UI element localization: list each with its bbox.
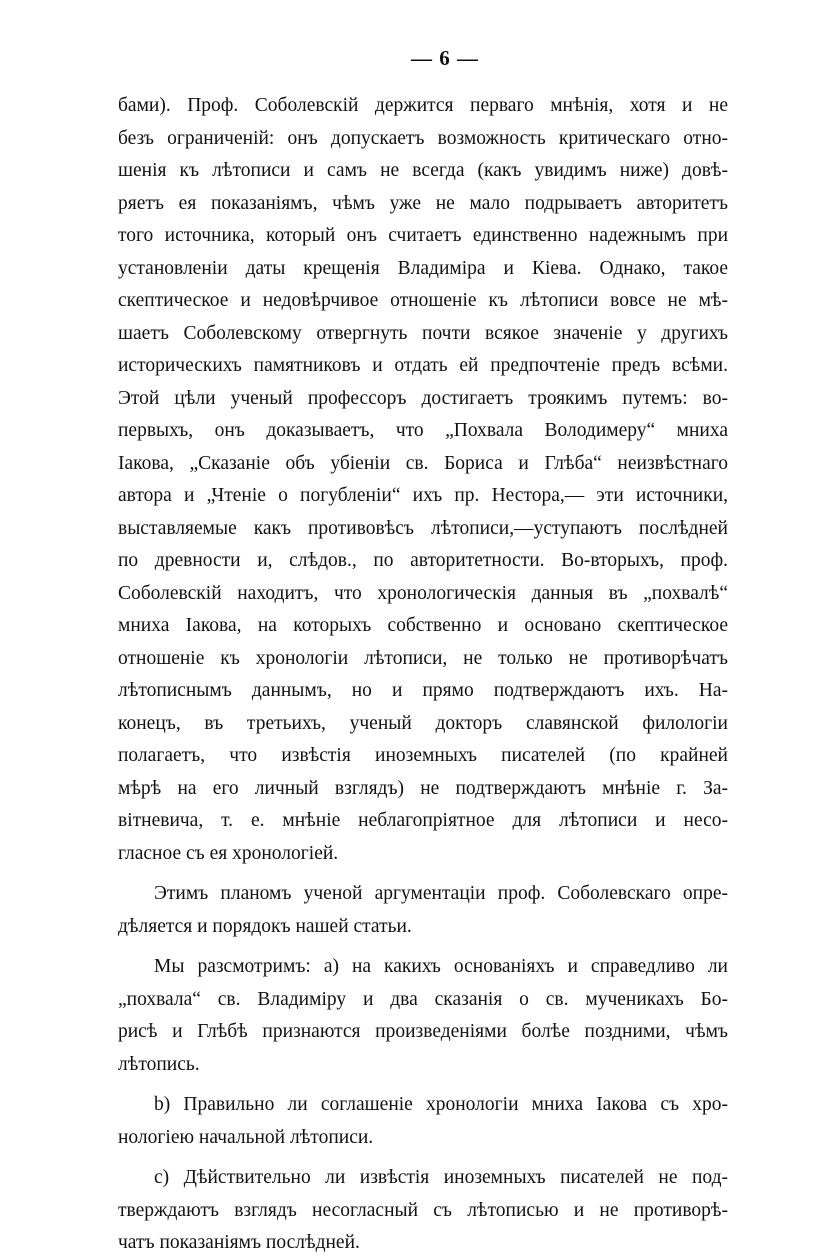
text-line: Этой цѣли ученый профессоръ достигаетъ троякимъ путемъ: во- [118, 387, 728, 409]
text-line: конецъ, въ третьихъ, ученый докторъ славянской филологіи [118, 712, 728, 734]
text-line: автора и „Чтеніе о погубленіи“ ихъ пр. Нестора,— эти источники, [118, 485, 728, 506]
text-line: безъ ограниченій: онъ допускаетъ возможность критическаго отно- [118, 127, 728, 149]
paragraph [118, 951, 728, 1081]
text-line: по древности и, слѣдов., по авторитетности. Во-вторыхъ, проф. [118, 550, 728, 571]
text-line: отношеніе къ хронологіи лѣтописи, не только не противорѣчатъ [118, 647, 728, 669]
text-line: c) Дѣйствительно ли извѣстія иноземныхъ писателей не под- [154, 1167, 728, 1188]
text-line: вітневича, т. е. мнѣніе неблагопріятное для лѣтописи и несо- [118, 810, 728, 831]
text-line: бами). Проф. Соболевскій держится перваго мнѣнія, хотя и не [118, 95, 728, 116]
text-line: Мы разсмотримъ: а) на какихъ основаніяхъ и справедливо ли [154, 956, 728, 977]
text-line: нологіею начальной лѣтописи. [118, 1126, 374, 1148]
text-line: полагаетъ, что извѣстія иноземныхъ писателей (по крайней [118, 745, 728, 766]
text-line: скептическое и недовѣрчивое отношеніе къ лѣтописи вовсе не мѣ- [118, 290, 728, 311]
text-line: шаетъ Соболевскому отвергнуть почти всякое значеніе у другихъ [118, 322, 728, 344]
text-line: ряетъ ея показаніямъ, чѣмъ уже не мало подрываетъ авторитетъ [118, 192, 728, 214]
paragraph [118, 1162, 728, 1260]
text-line: установленіи даты крещенія Владиміра и Кіева. Однако, такое [118, 257, 728, 279]
paragraph [118, 878, 728, 943]
text-line: тверждаютъ взглядъ несогласный съ лѣтописью и не противорѣ- [118, 1199, 728, 1221]
text-line: того источника, который онъ считаетъ единственно надежнымъ при [118, 225, 728, 246]
text-line: выставляемые какъ противовѣсъ лѣтописи,—уступаютъ послѣдней [118, 517, 728, 539]
text-line: гласное съ ея хронологіей. [118, 842, 339, 864]
text-line: Іакова, „Сказаніе объ убіеніи св. Бориса и Глѣба“ неизвѣстнаго [118, 452, 728, 474]
paragraph [118, 1089, 728, 1154]
text-line: „похвала“ св. Владиміру и два сказанія о св. мученикахъ Бо- [118, 988, 728, 1010]
body-text [118, 90, 728, 1260]
text-line: b) Правильно ли соглашеніе хронологіи мниха Іакова съ хро- [154, 1094, 728, 1115]
text-line: Соболевскій находитъ, что хронологическія данныя въ „похвалѣ“ [118, 582, 728, 604]
text-line: рисѣ и Глѣбѣ признаются произведеніями болѣе поздними, чѣмъ [118, 1021, 728, 1042]
text-line: Этимъ планомъ ученой аргументаціи проф. Соболевскаго опре- [154, 883, 728, 904]
text-line: чатъ показаніямъ послѣдней. [118, 1232, 360, 1253]
text-line: мѣрѣ на его личный взглядъ) не подтверждаютъ мнѣніе г. За- [118, 777, 728, 799]
text-line: лѣтопись. [118, 1053, 200, 1075]
page-number: — 6 — [411, 46, 479, 70]
text-line: первыхъ, онъ доказываетъ, что „Похвала Володимеру“ мниха [118, 420, 728, 441]
text-line: мниха Іакова, на которыхъ собственно и основано скептическое [118, 615, 728, 636]
paragraph [118, 90, 728, 870]
text-line: лѣтописнымъ даннымъ, но и прямо подтверждаютъ ихъ. На- [118, 680, 728, 701]
text-line: шенія къ лѣтописи и самъ не всегда (какъ увидимъ ниже) довѣ- [118, 160, 728, 181]
text-line: историческихъ памятниковъ и отдать ей предпочтеніе предъ всѣми. [118, 355, 728, 376]
text-line: дѣляется и порядокъ нашей статьи. [118, 915, 412, 937]
